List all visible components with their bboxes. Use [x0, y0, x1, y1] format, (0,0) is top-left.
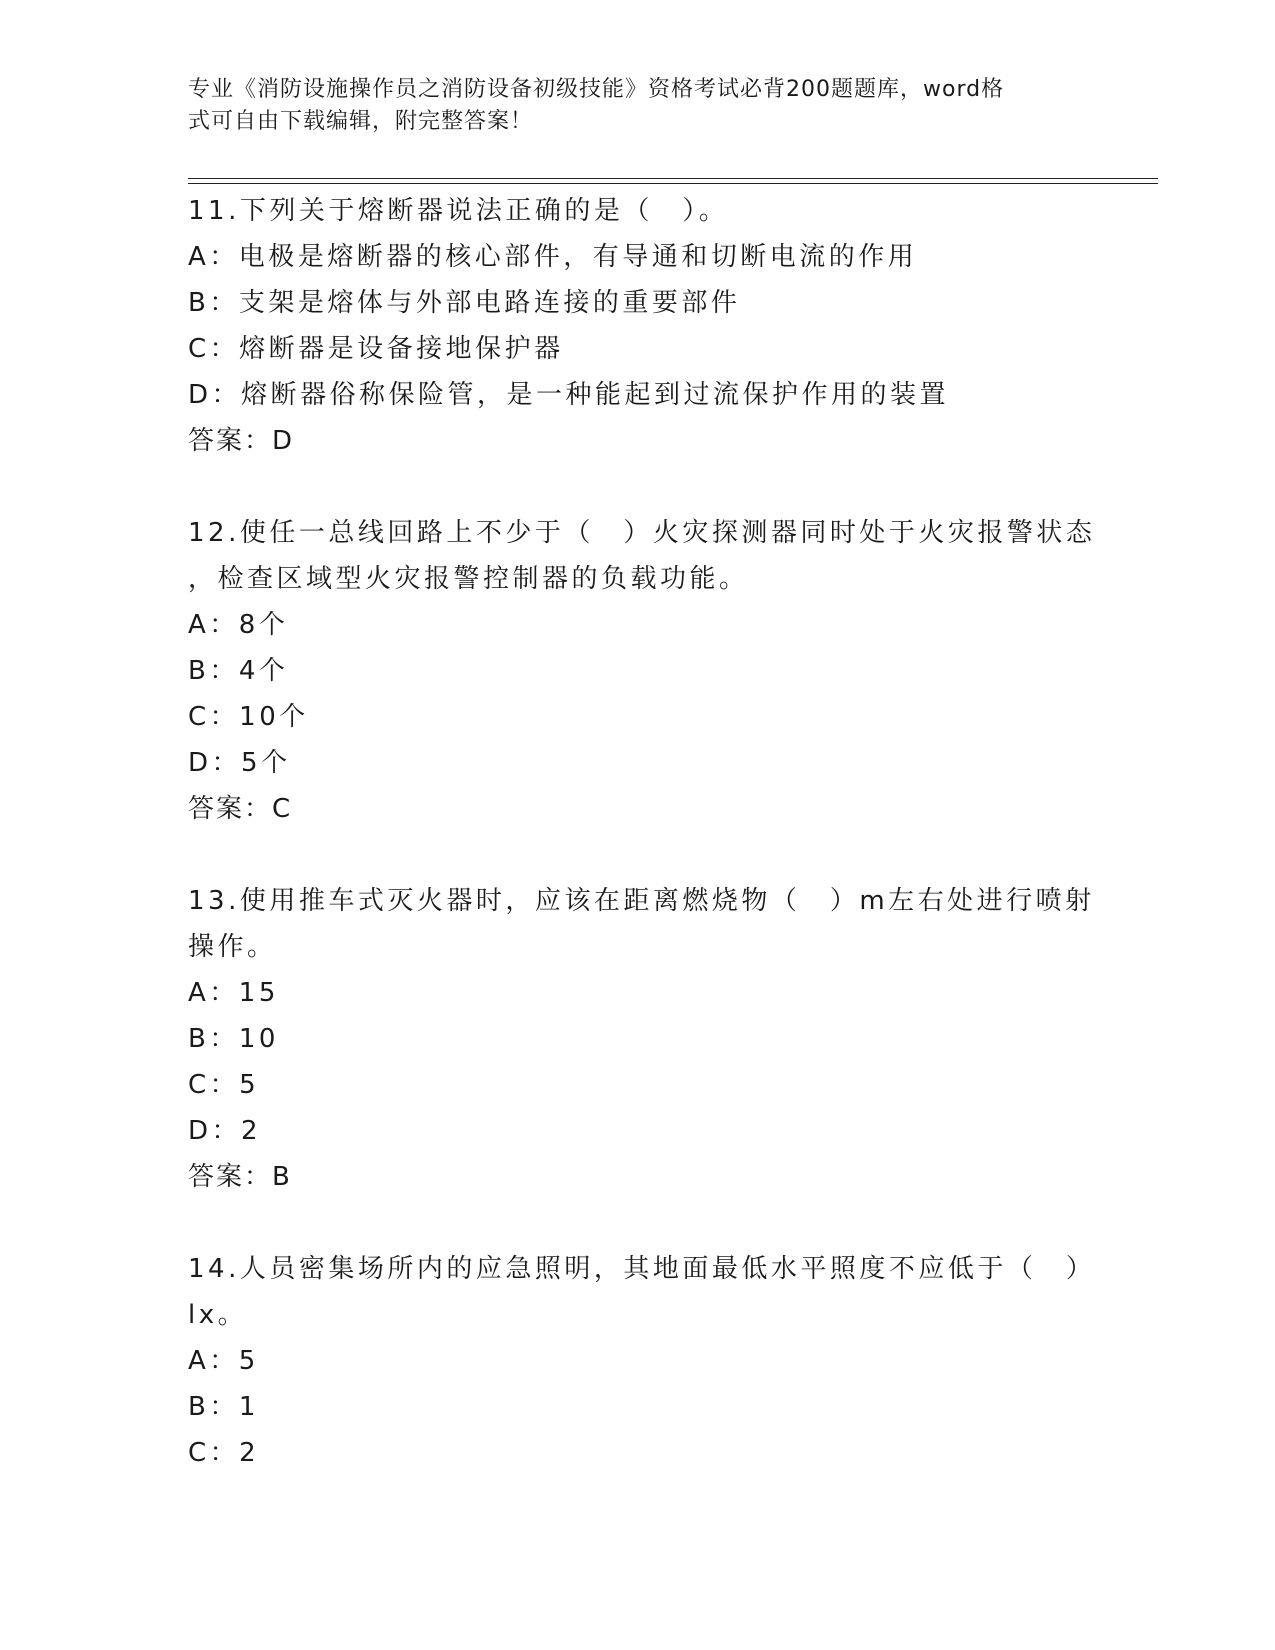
option-d: D：熔断器俗称保险管，是一种能起到过流保护作用的装置 [188, 380, 950, 410]
option-c: C：2 [188, 1438, 260, 1468]
option-b: B：4个 [188, 656, 289, 686]
question-14 [188, 1246, 1096, 1476]
option-c: C：5 [188, 1070, 260, 1100]
option-b: B：支架是熔体与外部电路连接的重要部件 [188, 288, 741, 318]
header-line-2: 式可自由下载编辑，附完整答案！ [188, 109, 534, 134]
option-a: A：15 [188, 978, 279, 1008]
question-list [188, 188, 1096, 1476]
option-d: D：2 [188, 1116, 262, 1146]
option-b: B：1 [188, 1392, 259, 1422]
question-stem-continued: 操作。 [188, 932, 277, 962]
question-stem: 14.人员密集场所内的应急照明，其地面最低水平照度不应低于（ ） [188, 1254, 1096, 1284]
question-11 [188, 188, 1088, 464]
option-c: C：熔断器是设备接地保护器 [188, 334, 564, 364]
document-header [188, 74, 1068, 138]
question-stem: 12.使任一总线回路上不少于（ ）火灾探测器同时处于火灾报警状态 [188, 518, 1096, 548]
option-a: A：电极是熔断器的核心部件，有导通和切断电流的作用 [188, 242, 918, 272]
option-b: B：10 [188, 1024, 279, 1054]
option-a: A：8个 [188, 610, 289, 640]
question-stem-continued: ，检查区域型火灾报警控制器的负载功能。 [188, 564, 749, 594]
answer-label: 答案：B [188, 1162, 292, 1192]
header-divider-bottom [188, 183, 1158, 184]
question-stem: 13.使用推车式灭火器时，应该在距离燃烧物（ ）m左右处进行喷射 [188, 886, 1095, 916]
option-c: C：10个 [188, 702, 309, 732]
question-13 [188, 878, 1095, 1200]
option-d: D：5个 [188, 748, 291, 778]
question-stem-continued: lx。 [188, 1300, 248, 1330]
answer-label: 答案：C [188, 794, 293, 824]
option-a: A：5 [188, 1346, 259, 1376]
header-divider-top [188, 178, 1158, 179]
answer-label: 答案：D [188, 426, 295, 456]
question-stem: 11.下列关于熔断器说法正确的是（ ）。 [188, 196, 729, 226]
question-12 [188, 510, 1096, 832]
header-line-1: 专业《消防设施操作员之消防设备初级技能》资格考试必背200题题库，word格 [188, 77, 1005, 102]
